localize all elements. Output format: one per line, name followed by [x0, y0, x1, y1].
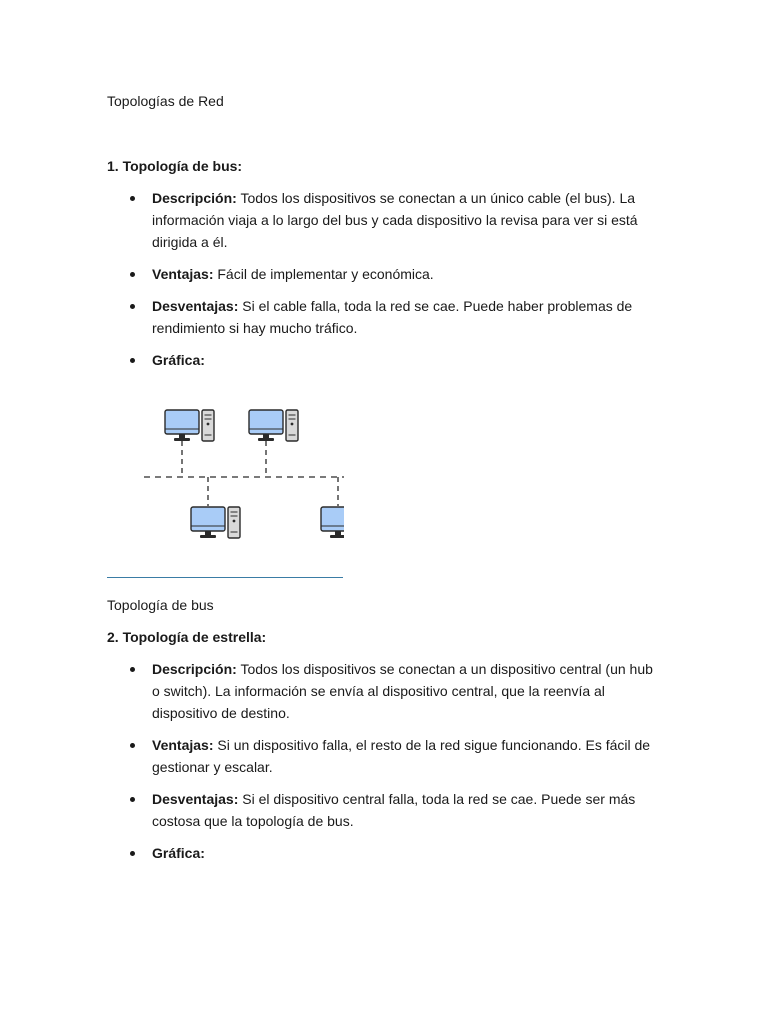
- term-text: Fácil de implementar y económica.: [213, 266, 434, 282]
- list-item-description: [107, 187, 659, 253]
- bullet-icon: [130, 743, 135, 748]
- list-item-description: [107, 658, 659, 724]
- term-label: Gráfica:: [152, 845, 205, 861]
- list-item-disadvantages: [107, 788, 659, 832]
- term-text: Todos los dispositivos se conectan a un dispositivo central (un hub o switch). La información se envía al dispositivo central, que la reenvía al dispositivo de destino.: [152, 661, 653, 721]
- section-heading-bus: 1. Topología de bus:: [107, 158, 243, 174]
- list-item-advantages: [107, 734, 659, 778]
- list-item-disadvantages: [107, 295, 659, 339]
- document-title: Topologías de Red: [107, 93, 224, 109]
- list-item-graphic: [107, 349, 659, 371]
- bullet-icon: [130, 272, 135, 277]
- desktop-computer-icon: [321, 507, 344, 538]
- term-label: Gráfica:: [152, 352, 205, 368]
- desktop-computer-icon: [249, 410, 298, 441]
- term-label: Desventajas:: [152, 298, 239, 314]
- list-item-advantages: [107, 263, 659, 285]
- term-label: Desventajas:: [152, 791, 239, 807]
- bullet-icon: [130, 358, 135, 363]
- figure-caption: Topología de bus: [107, 597, 214, 613]
- bus-topology-figure: [140, 400, 344, 545]
- bullet-icon: [130, 851, 135, 856]
- bus-bullet-list: [107, 187, 659, 381]
- section-heading-star: 2. Topología de estrella:: [107, 629, 267, 645]
- term-label: Ventajas:: [152, 737, 214, 753]
- desktop-computer-icon: [165, 410, 214, 441]
- term-text: Si el cable falla, toda la red se cae. Puede haber problemas de rendimiento si hay mucho tráfico.: [152, 298, 633, 336]
- bus-topology-diagram: [140, 400, 344, 545]
- bullet-icon: [130, 667, 135, 672]
- term-text: Todos los dispositivos se conectan a un único cable (el bus). La información viaja a lo largo del bus y cada dispositivo la revisa para ver si está dirigida a él.: [152, 190, 638, 250]
- desktop-computer-icon: [191, 507, 240, 538]
- bullet-icon: [130, 797, 135, 802]
- bullet-icon: [130, 304, 135, 309]
- term-text: Si un dispositivo falla, el resto de la red sigue funcionando. Es fácil de gestionar y escalar.: [152, 737, 651, 775]
- bullet-icon: [130, 196, 135, 201]
- list-item-graphic: [107, 842, 659, 864]
- caption-divider: [107, 577, 343, 578]
- term-label: Descripción:: [152, 190, 237, 206]
- star-bullet-list: [107, 658, 659, 874]
- term-label: Ventajas:: [152, 266, 214, 282]
- term-text: Si el dispositivo central falla, toda la red se cae. Puede ser más costosa que la topología de bus.: [152, 791, 636, 829]
- term-label: Descripción:: [152, 661, 237, 677]
